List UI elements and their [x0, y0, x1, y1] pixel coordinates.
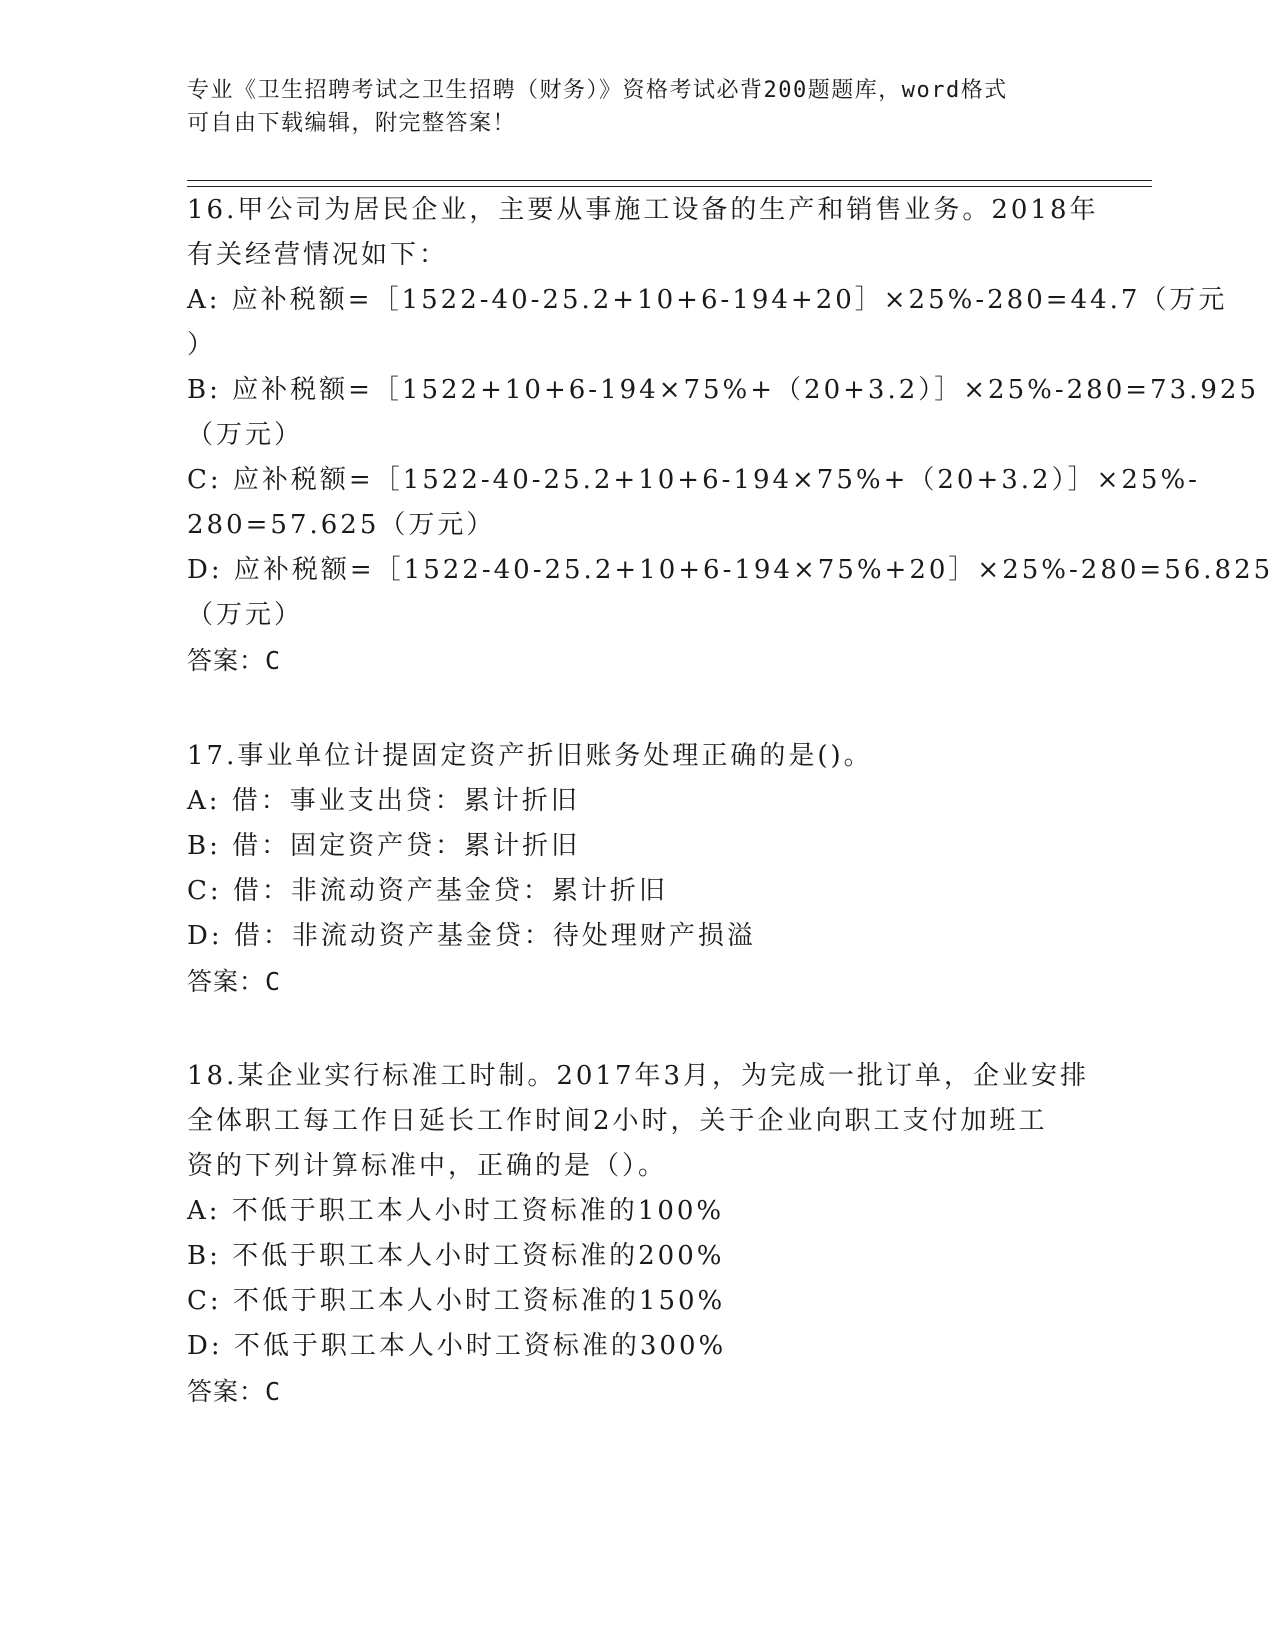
question-18-stem-line-1: 18.某企业实行标准工时制。2017年3月，为完成一批订单，企业安排	[187, 1061, 1090, 1091]
question-16-option-d-wrap: （万元）	[187, 600, 304, 630]
question-18-option-a: A: 不低于职工本人小时工资标准的100%	[187, 1196, 725, 1226]
question-16-option-c-wrap: 280=57.625（万元）	[187, 510, 496, 540]
question-18-stem-line-2: 全体职工每工作日延长工作时间2小时，关于企业向职工支付加班工	[187, 1106, 1048, 1136]
document-header	[187, 74, 1087, 140]
question-17-option-a: A: 借：事业支出贷：累计折旧	[187, 786, 580, 816]
question-17	[187, 734, 1087, 1004]
question-18-option-c: C: 不低于职工本人小时工资标准的150%	[187, 1286, 726, 1316]
question-16-option-c: C: 应补税额=［1522-40-25.2+10+6-194×75%+（20+3.2）］×25%-	[187, 465, 1200, 495]
question-18-answer: 答案：C	[187, 1377, 282, 1406]
question-16-option-a: A: 应补税额=［1522-40-25.2+10+6-194+20］×25%-280=44.7（万元	[187, 285, 1228, 315]
question-18-option-b: B: 不低于职工本人小时工资标准的200%	[187, 1241, 725, 1271]
question-18-option-d: D: 不低于职工本人小时工资标准的300%	[187, 1331, 727, 1361]
question-16-stem-line-2: 有关经营情况如下：	[187, 240, 449, 270]
question-17-option-d: D: 借：非流动资产基金贷：待处理财产损溢	[187, 921, 756, 951]
header-rule-bottom	[187, 186, 1152, 187]
question-18	[187, 1054, 1090, 1414]
question-16-answer: 答案：C	[187, 646, 282, 675]
question-17-option-c: C: 借：非流动资产基金贷：累计折旧	[187, 876, 668, 906]
header-line-2: 可自由下载编辑，附完整答案！	[187, 111, 517, 136]
header-rule-top	[187, 180, 1152, 181]
question-17-option-b: B: 借：固定资产贷：累计折旧	[187, 831, 581, 861]
question-16-option-d: D: 应补税额=［1522-40-25.2+10+6-194×75%+20］×25%-280=56.825	[187, 555, 1274, 585]
question-16-option-b: B: 应补税额=［1522+10+6-194×75%+（20+3.2）］×25%-280=73.925	[187, 375, 1260, 405]
header-line-1: 专业《卫生招聘考试之卫生招聘（财务）》资格考试必背200题题库，word格式	[187, 78, 1008, 103]
question-16-option-b-wrap: （万元）	[187, 420, 304, 450]
question-16	[187, 188, 1274, 683]
question-17-answer: 答案：C	[187, 967, 282, 996]
question-16-option-a-wrap: ）	[187, 330, 217, 360]
question-17-stem: 17.事业单位计提固定资产折旧账务处理正确的是()。	[187, 741, 873, 771]
question-18-stem-line-3: 资的下列计算标准中，正确的是（）。	[187, 1151, 668, 1181]
question-16-stem-line-1: 16.甲公司为居民企业，主要从事施工设备的生产和销售业务。2018年	[187, 195, 1099, 225]
